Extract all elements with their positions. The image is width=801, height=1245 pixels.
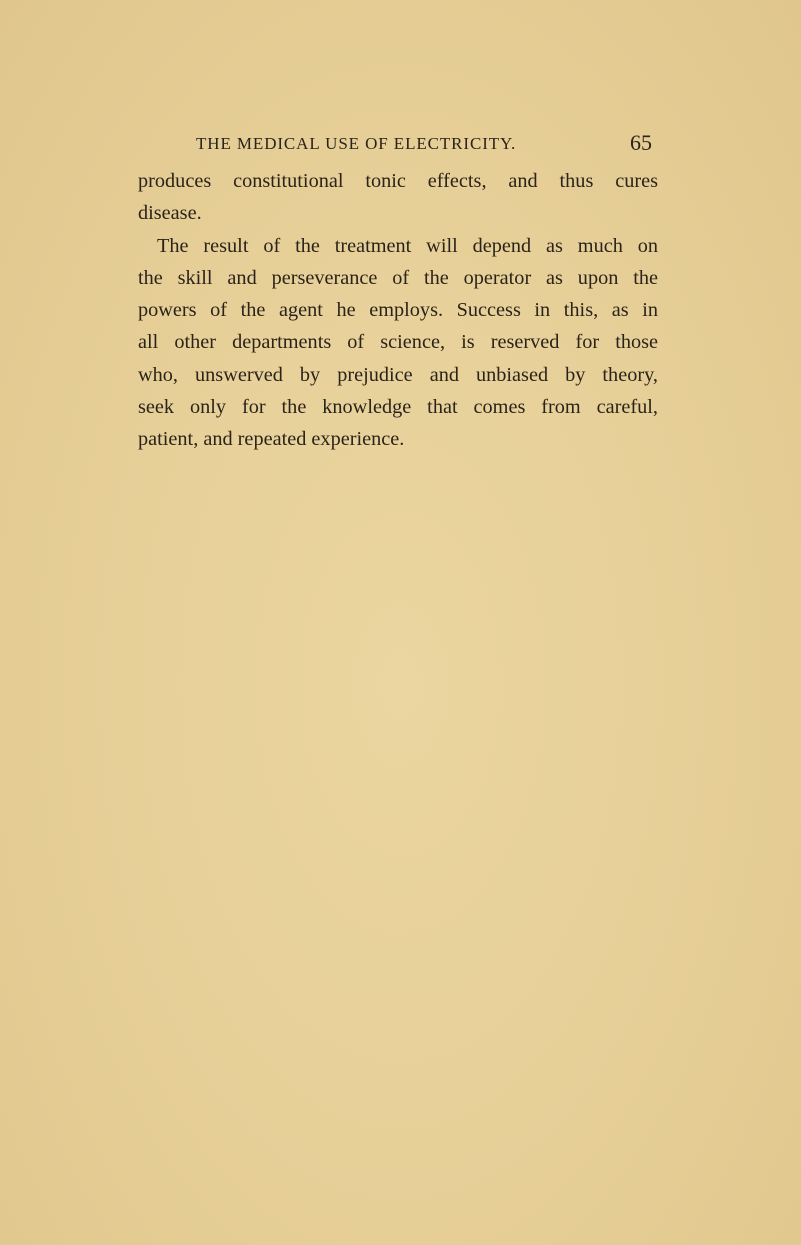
text-line: who, unswerved by prejudice and unbiased by theory, bbox=[138, 363, 658, 386]
page-number: 65 bbox=[630, 130, 652, 155]
paragraph-continuation bbox=[138, 165, 658, 230]
running-head bbox=[196, 131, 652, 157]
text-line: disease. bbox=[138, 202, 202, 225]
text-line: the skill and perseverance of the operator as upon the bbox=[138, 266, 658, 289]
text-line: seek only for the knowledge that comes from careful, bbox=[138, 396, 658, 419]
text-line: produces constitutional tonic effects, and thus cures bbox=[138, 170, 658, 192]
text-line: all other departments of science, is reserved for those bbox=[138, 331, 658, 354]
text-line: powers of the agent he employs. Success in this, as in bbox=[138, 299, 658, 322]
running-title: THE MEDICAL USE OF ELECTRICITY. bbox=[196, 134, 517, 153]
text-line: The result of the treatment will depend as much on bbox=[157, 234, 658, 257]
body-text bbox=[138, 165, 658, 456]
text-line: patient, and repeated experience. bbox=[138, 428, 405, 451]
paragraph bbox=[138, 230, 658, 456]
